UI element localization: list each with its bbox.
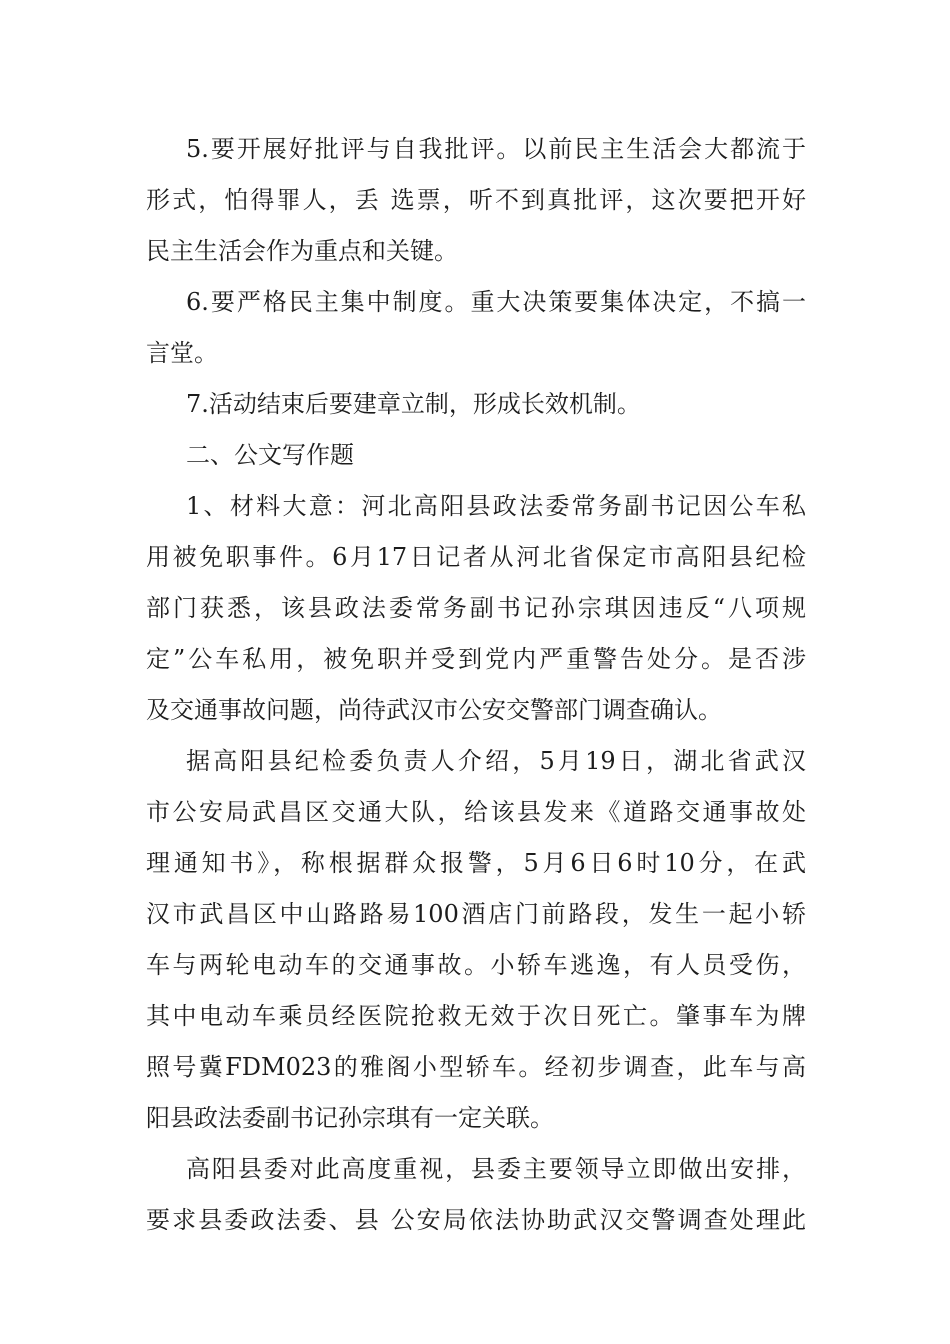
para-report-line-3: 理通知书》，称根据群众报警，5月6日6时10分，在武 <box>146 849 806 877</box>
para-5-line-1: 5.要开展好批评与自我批评。以前民主生活会大都流于 <box>186 135 806 163</box>
para-7-line-1: 7.活动结束后要建章立制，形成长效机制。 <box>186 390 641 418</box>
material-line-4: 定”公车私用，被免职并受到党内严重警告处分。是否涉 <box>146 645 806 673</box>
para-report-line-1: 据高阳县纪检委负责人介绍，5月19日，湖北省武汉 <box>186 747 806 775</box>
material-line-5: 及交通事故问题，尚待武汉市公安交警部门调查确认。 <box>146 696 722 724</box>
material-line-3: 部门获悉，该县政法委常务副书记孙宗琪因违反“八项规 <box>146 594 806 622</box>
para-county-line-1: 高阳县委对此高度重视，县委主要领导立即做出安排， <box>186 1155 806 1183</box>
para-5-line-3: 民主生活会作为重点和关键。 <box>146 237 458 265</box>
para-6-line-1: 6.要严格民主集中制度。重大决策要集体决定，不搞一 <box>186 288 806 316</box>
para-report-line-5: 车与两轮电动车的交通事故。小轿车逃逸，有人员受伤， <box>146 951 806 979</box>
para-report-line-2: 市公安局武昌区交通大队，给该县发来《道路交通事故处 <box>146 798 806 826</box>
para-report-line-8: 阳县政法委副书记孙宗琪有一定关联。 <box>146 1104 554 1132</box>
material-line-2: 用被免职事件。6月17日记者从河北省保定市高阳县纪检 <box>146 543 806 571</box>
para-report-line-6: 其中电动车乘员经医院抢救无效于次日死亡。肇事车为牌 <box>146 1002 806 1030</box>
section-heading: 二、公文写作题 <box>186 441 354 469</box>
para-report-line-4: 汉市武昌区中山路路易100酒店门前路段，发生一起小轿 <box>146 900 806 928</box>
para-county-line-2: 要求县委政法委、县 公安局依法协助武汉交警调查处理此 <box>146 1206 806 1234</box>
para-5-line-2: 形式，怕得罪人，丢 选票，听不到真批评，这次要把开好 <box>146 186 806 214</box>
document-body <box>146 124 806 1246</box>
material-line-1: 1、材料大意：河北高阳县政法委常务副书记因公车私 <box>186 492 806 520</box>
para-6-line-2: 言堂。 <box>146 339 218 367</box>
para-report-line-7: 照号冀FDM023的雅阁小型轿车。经初步调查，此车与高 <box>146 1053 806 1081</box>
